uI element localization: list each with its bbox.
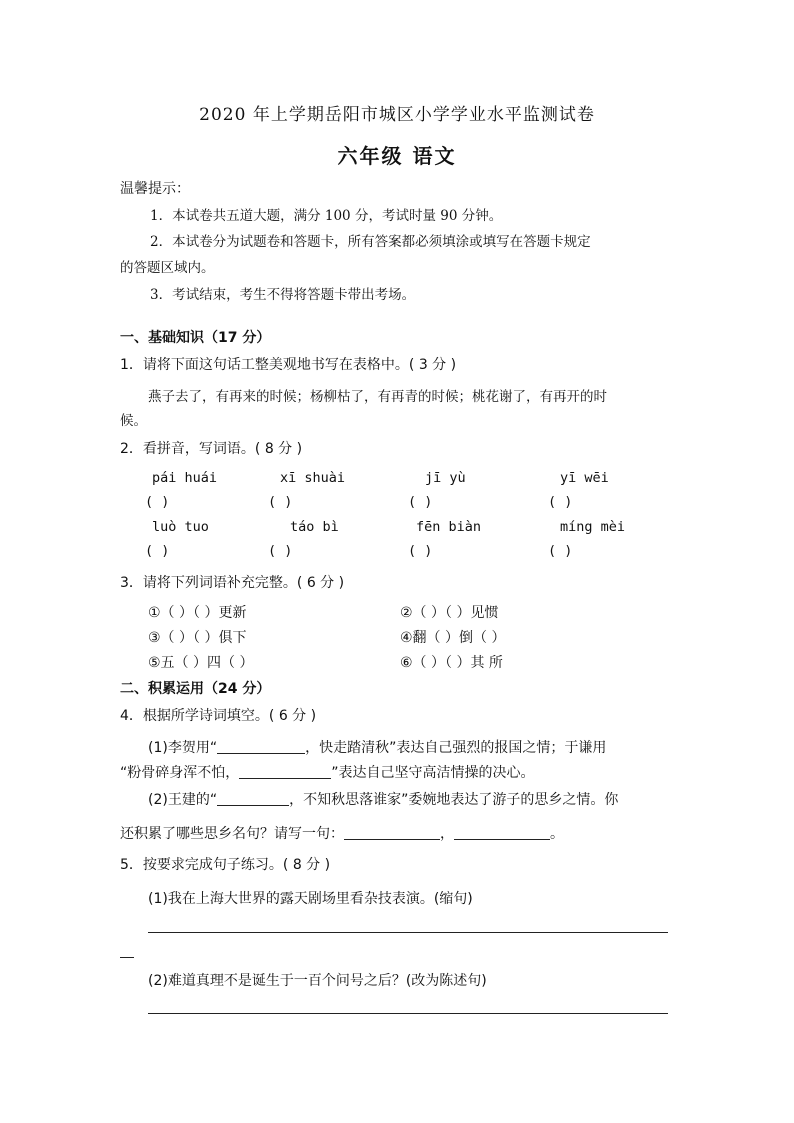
answer-line-1[interactable] <box>148 932 668 933</box>
idiom-item-3: ③（ ）（ ）俱下 <box>148 630 247 646</box>
pinyin-1: pái huái <box>152 470 218 486</box>
q4-part1-line1 <box>148 737 606 757</box>
q1-text-line2: 候。 <box>120 413 147 429</box>
section2-heading: 二、积累运用（24 分） <box>120 681 271 697</box>
answer-paren-8: ( ) <box>548 543 573 559</box>
q2-stem: 2．看拼音，写词语。( 8 分 ) <box>120 441 303 457</box>
q1-text-line1: 燕子去了，有再来的时候；杨柳枯了，有再青的时候；桃花谢了，有再开的时 <box>148 389 607 405</box>
answer-paren-2: ( ) <box>268 494 293 510</box>
idiom-item-6: ⑥（ ）（ ）其 所 <box>400 655 503 671</box>
q4-p1-a: (1)李贺用“ <box>148 740 218 756</box>
pinyin-4: yī wēi <box>560 470 609 486</box>
tip-item-2: 2．本试卷分为试题卷和答题卡，所有答案都必须填涂或填写在答题卡规定 <box>150 234 591 250</box>
idiom-item-5: ⑤五（ ）四（ ） <box>148 655 254 671</box>
pinyin-6: táo bì <box>290 519 339 535</box>
exam-subtitle: 六年级 语文 <box>337 144 457 168</box>
q5-sentence-2: (2)难道真理不是诞生于一百个问号之后？(改为陈述句) <box>148 973 487 989</box>
q4-p2-a: (2)王建的“ <box>148 792 218 808</box>
q4-p2-d: ， <box>440 826 454 842</box>
q5-stem: 5．按要求完成句子练习。( 8 分 ) <box>120 857 331 873</box>
tip-item-1: 1．本试卷共五道大题，满分 100 分，考试时量 90 分钟。 <box>150 208 503 224</box>
q4-p2-c: 还积累了哪些思乡名句？请写一句： <box>120 826 344 842</box>
q4-p1-b: ，快走踏清秋”表达自己强烈的报国之情；于谦用 <box>305 740 607 756</box>
q5-sentence-1: (1)我在上海大世界的露天剧场里看杂技表演。(缩句) <box>148 891 473 907</box>
q4-p2-e: 。 <box>550 826 564 842</box>
pinyin-8: míng mèi <box>560 519 626 535</box>
idiom-item-2: ②（ ）（ ）见惯 <box>400 605 499 621</box>
section1-heading: 一、基础知识（17 分） <box>120 330 271 346</box>
tips-heading: 温馨提示： <box>120 181 190 197</box>
answer-paren-3: ( ) <box>408 494 433 510</box>
poem-blank-1[interactable] <box>217 739 305 754</box>
tip-item-2-cont: 的答题区域内。 <box>120 260 215 276</box>
q4-stem: 4．根据所学诗词填空。( 6 分 ) <box>120 708 317 724</box>
poem-blank-4[interactable] <box>344 825 440 840</box>
answer-paren-4: ( ) <box>548 494 573 510</box>
q1-stem: 1．请将下面这句话工整美观地书写在表格中。( 3 分 ) <box>120 357 457 373</box>
pinyin-5: luò tuo <box>152 519 209 535</box>
poem-blank-2[interactable] <box>239 764 331 779</box>
idiom-item-4: ④翻（ ）倒（ ） <box>400 630 506 646</box>
pinyin-7: fēn biàn <box>416 519 482 535</box>
pinyin-3: jī yù <box>425 470 466 486</box>
idiom-item-1: ①（ ）（ ）更新 <box>148 605 247 621</box>
q3-stem: 3．请将下列词语补充完整。( 6 分 ) <box>120 575 345 591</box>
q4-p1-d: ”表达自己坚守高洁情操的决心。 <box>331 765 535 781</box>
answer-line-1-cont <box>120 957 134 958</box>
pinyin-2: xī shuài <box>280 470 346 486</box>
poem-blank-5[interactable] <box>454 825 550 840</box>
poem-blank-3[interactable] <box>217 791 289 806</box>
exam-title: 2020 年上学期岳阳市城区小学学业水平监测试卷 <box>199 105 595 125</box>
q4-part1-line2 <box>120 762 535 782</box>
answer-paren-1: ( ) <box>145 494 170 510</box>
answer-paren-5: ( ) <box>145 543 170 559</box>
answer-paren-7: ( ) <box>408 543 433 559</box>
q4-p2-b: ，不知秋思落谁家”委婉地表达了游子的思乡之情。你 <box>289 792 619 808</box>
q4-part2-line2 <box>120 823 564 843</box>
answer-line-2[interactable] <box>148 1013 668 1014</box>
answer-paren-6: ( ) <box>268 543 293 559</box>
q4-p1-c: “粉骨碎身浑不怕， <box>120 765 240 781</box>
tip-item-3: 3．考试结束，考生不得将答题卡带出考场。 <box>150 287 416 303</box>
q4-part2-line1 <box>148 789 618 809</box>
